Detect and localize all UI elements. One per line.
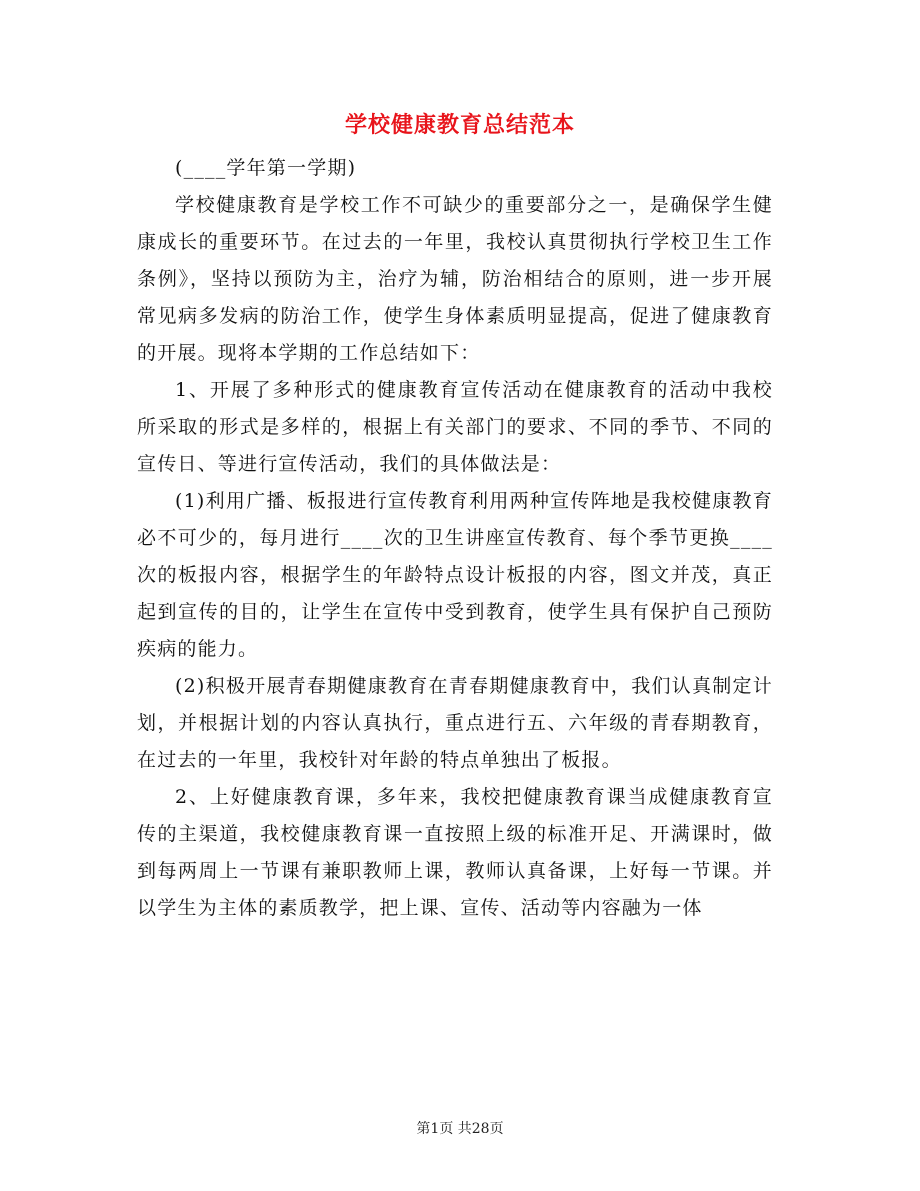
document-title: 学校健康教育总结范本 — [344, 112, 575, 138]
document-body — [137, 150, 773, 927]
paragraph-section-2: 2、上好健康教育课，多年来，我校把健康教育课当成健康教育宣传的主渠道，我校健康教育课一直按照上级的标准开足、开满课时，做到每两周上一节课有兼职教师上课，教师认真备课，上好每一节课。并以学生为主体的素质教学，把上课、宣传、活动等内容融为一体 — [137, 786, 773, 919]
page-number: 第1页 共28页 — [416, 1121, 504, 1137]
paragraph-intro: 学校健康教育是学校工作不可缺少的重要部分之一，是确保学生健康成长的重要环节。在过去的一年里，我校认真贯彻执行学校卫生工作条例》，坚持以预防为主，治疗为辅，防治相结合的原则，进一步开展常见病多发病的防治工作，使学生身体素质明显提高，促进了健康教育的开展。现将本学期的工作总结如下： — [137, 194, 773, 364]
paragraph-section-1-1: (1)利用广播、板报进行宣传教育利用两种宣传阵地是我校健康教育必不可少的，每月进行____次的卫生讲座宣传教育、每个季节更换____次的板报内容，根据学生的年龄特点设计板报的内容，图文并茂，真正起到宣传的目的，让学生在宣传中受到教育，使学生具有保护自己预防疾病的能力。 — [137, 490, 773, 660]
term-line: (____学年第一学期) — [175, 157, 357, 179]
paragraph-section-1-2: (2)积极开展青春期健康教育在青春期健康教育中，我们认真制定计划，并根据计划的内容认真执行，重点进行五、六年级的青春期教育，在过去的一年里，我校针对年龄的特点单独出了板报。 — [137, 675, 773, 771]
paragraph-section-1: 1、开展了多种形式的健康教育宣传活动在健康教育的活动中我校所采取的形式是多样的，根据上有关部门的要求、不同的季节、不同的宣传日、等进行宣传活动，我们的具体做法是： — [137, 379, 773, 475]
